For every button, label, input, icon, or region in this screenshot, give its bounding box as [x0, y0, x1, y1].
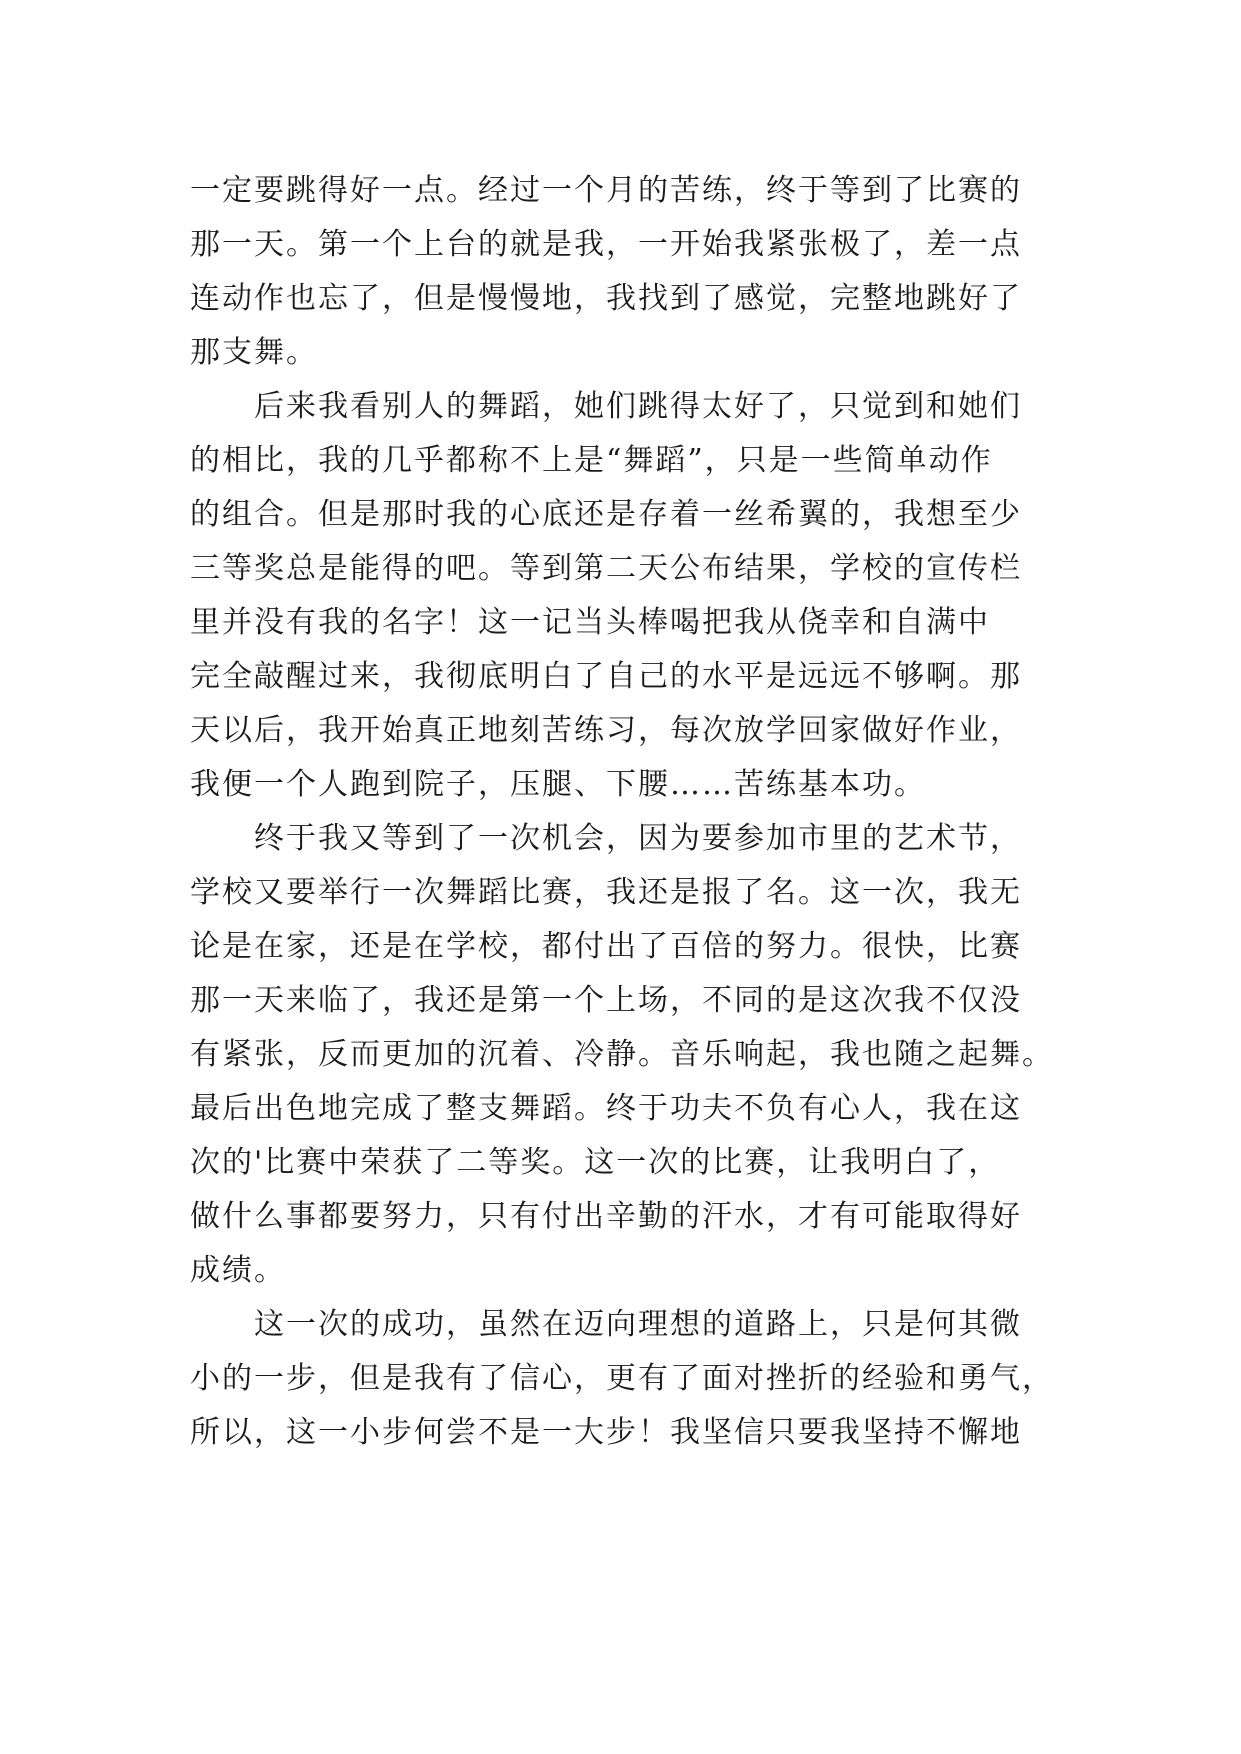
text-line: 的相比，我的几乎都称不上是“舞蹈”，只是一些简单动作 [190, 443, 993, 478]
text-line: 论是在家，还是在学校，都付出了百倍的努力。很快，比赛 [190, 929, 1022, 964]
body-text [190, 164, 1070, 1460]
text-line: 次的'比赛中荣获了二等奖。这一次的比赛，让我明白了， [190, 1145, 1001, 1180]
text-line: 连动作也忘了，但是慢慢地，我找到了感觉，完整地跳好了 [190, 281, 1022, 316]
text-line: 三等奖总是能得的吧。等到第二天公布结果，学校的宣传栏 [190, 551, 1022, 586]
text-line: 后来我看别人的舞蹈，她们跳得太好了，只觉到和她们 [190, 389, 1022, 424]
text-line: 里并没有我的名字！这一记当头棒喝把我从侥幸和自满中 [190, 605, 990, 640]
text-line: 完全敲醒过来，我彻底明白了自己的水平是远远不够啊。那 [190, 659, 1022, 694]
text-line: 那一天来临了，我还是第一个上场，不同的是这次我不仅没 [190, 983, 1022, 1018]
text-line: 一定要跳得好一点。经过一个月的苦练，终于等到了比赛的 [190, 173, 1022, 208]
text-line: 终于我又等到了一次机会，因为要参加市里的艺术节， [190, 821, 1022, 856]
text-line: 小的一步，但是我有了信心，更有了面对挫折的经验和勇气， [190, 1361, 1054, 1396]
text-line: 天以后，我开始真正地刻苦练习，每次放学回家做好作业， [190, 713, 1022, 748]
text-line: 学校又要举行一次舞蹈比赛，我还是报了名。这一次，我无 [190, 875, 1022, 910]
text-line: 最后出色地完成了整支舞蹈。终于功夫不负有心人，我在这 [190, 1091, 1022, 1126]
text-line: 那支舞。 [190, 335, 318, 370]
text-line: 我便一个人跑到院子，压腿、下腰……苦练基本功。 [190, 767, 926, 802]
text-line: 这一次的成功，虽然在迈向理想的道路上，只是何其微 [190, 1307, 1022, 1342]
text-line: 有紧张，反而更加的沉着、冷静。音乐响起，我也随之起舞。 [190, 1037, 1054, 1072]
text-line: 那一天。第一个上台的就是我，一开始我紧张极了，差一点 [190, 227, 1022, 262]
text-line: 所以，这一小步何尝不是一大步！我坚信只要我坚持不懈地 [190, 1415, 1022, 1450]
text-line: 做什么事都要努力，只有付出辛勤的汗水，才有可能取得好 [190, 1199, 1022, 1234]
text-line: 成绩。 [190, 1253, 286, 1288]
text-line: 的组合。但是那时我的心底还是存着一丝希翼的，我想至少 [190, 497, 1022, 532]
